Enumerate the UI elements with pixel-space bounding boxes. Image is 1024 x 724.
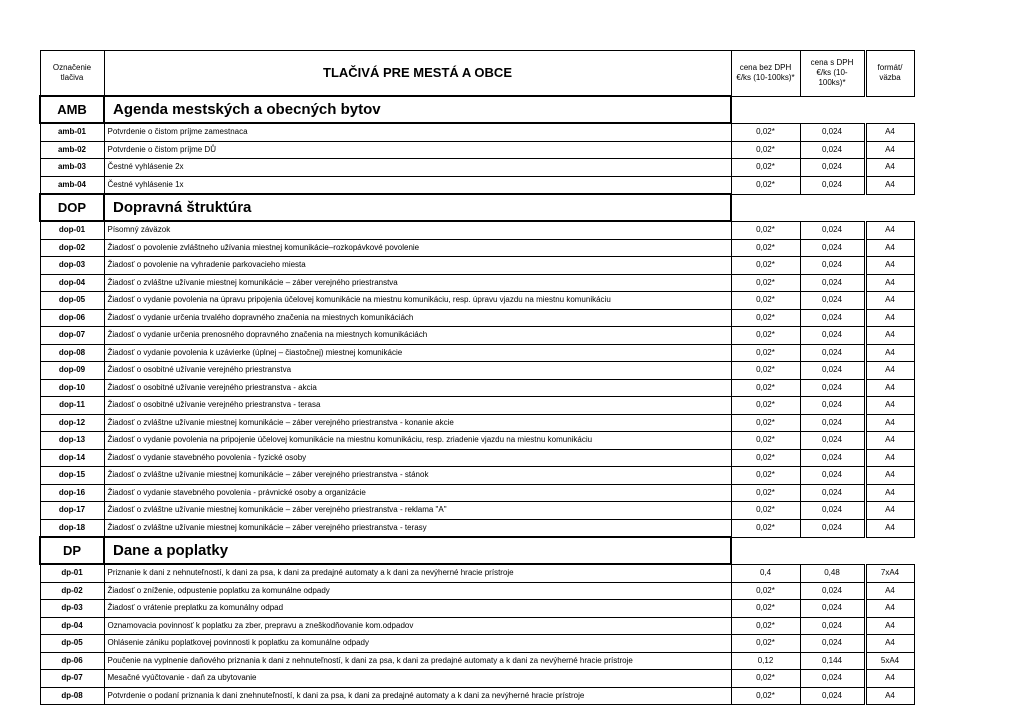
form-code: amb-01	[40, 123, 104, 141]
price-excl-vat: 0,02*	[731, 397, 800, 415]
section-spacer	[731, 96, 914, 123]
price-excl-vat: 0,02*	[731, 257, 800, 275]
format-value: A4	[865, 502, 914, 520]
price-excl-vat: 0,02*	[731, 123, 800, 141]
form-name: Žiadosť o osobitné užívanie verejného priestranstva	[104, 362, 731, 380]
price-excl-vat: 0,02*	[731, 502, 800, 520]
form-code: dop-04	[40, 274, 104, 292]
format-value: A4	[865, 292, 914, 310]
price-incl-vat: 0,144	[800, 652, 865, 670]
format-value: A4	[865, 274, 914, 292]
form-name: Čestné vyhlásenie 1x	[104, 176, 731, 194]
format-value: A4	[865, 176, 914, 194]
form-name: Žiadosť o zvláštne užívanie miestnej komunikácie – záber verejného priestranstva - konanie akcie	[104, 414, 731, 432]
form-name: Žiadosť o osobitné užívanie verejného priestranstva - akcia	[104, 379, 731, 397]
table-row	[40, 687, 914, 705]
form-name: Ohlásenie zániku poplatkovej povinnosti k poplatku za komunálne odpady	[104, 635, 731, 653]
price-incl-vat: 0,024	[800, 617, 865, 635]
table-row	[40, 159, 914, 177]
form-name: Žiadosť o vydanie povolenia k uzávierke (úplnej – čiastočnej) miestnej komunikácie	[104, 344, 731, 362]
form-code: dop-15	[40, 467, 104, 485]
table-row	[40, 221, 914, 239]
section-title: Dane a poplatky	[104, 537, 731, 564]
price-incl-vat: 0,024	[800, 274, 865, 292]
price-incl-vat: 0,024	[800, 123, 865, 141]
form-code: dop-13	[40, 432, 104, 450]
form-code: dop-07	[40, 327, 104, 345]
form-code: dop-12	[40, 414, 104, 432]
price-incl-vat: 0,024	[800, 379, 865, 397]
table-row	[40, 670, 914, 688]
table-row	[40, 239, 914, 257]
format-value: 7xA4	[865, 564, 914, 582]
price-incl-vat: 0,024	[800, 670, 865, 688]
form-name: Žiadosť o vydanie povolenia na pripojenie účelovej komunikácie na miestnu komunikáciu, resp. zriadenie vjazdu na miestnu komunikáciu	[104, 432, 731, 450]
price-excl-vat: 0,12	[731, 652, 800, 670]
section-header-dop	[40, 194, 914, 221]
form-name: Priznanie k dani z nehnuteľností, k dani za psa, k dani za predajné automaty a k dani za nevýherné hracie prístroje	[104, 564, 731, 582]
format-value: A4	[865, 519, 914, 537]
price-excl-vat: 0,02*	[731, 687, 800, 705]
format-value: A4	[865, 239, 914, 257]
format-value: A4	[865, 432, 914, 450]
price-list-table	[39, 50, 915, 705]
table-row	[40, 652, 914, 670]
format-value: A4	[865, 159, 914, 177]
form-code: dop-01	[40, 221, 104, 239]
form-code: dop-11	[40, 397, 104, 415]
price-incl-vat: 0,024	[800, 141, 865, 159]
price-incl-vat: 0,024	[800, 449, 865, 467]
table-row	[40, 344, 914, 362]
table-row	[40, 379, 914, 397]
price-incl-vat: 0,024	[800, 344, 865, 362]
form-name: Žiadosť o zvláštne užívanie miestnej komunikácie – záber verejného priestranstva - terasy	[104, 519, 731, 537]
form-name: Oznamovacia povinnosť k poplatku za zber, prepravu a zneškodňovanie kom.odpadov	[104, 617, 731, 635]
price-incl-vat: 0,48	[800, 564, 865, 582]
form-code: dp-08	[40, 687, 104, 705]
format-value: A4	[865, 449, 914, 467]
format-value: 5xA4	[865, 652, 914, 670]
table-row	[40, 519, 914, 537]
table-row	[40, 414, 914, 432]
price-excl-vat: 0,02*	[731, 617, 800, 635]
table-row	[40, 617, 914, 635]
format-value: A4	[865, 327, 914, 345]
price-excl-vat: 0,02*	[731, 274, 800, 292]
form-code: amb-03	[40, 159, 104, 177]
price-incl-vat: 0,024	[800, 176, 865, 194]
table-row	[40, 502, 914, 520]
form-code: dp-06	[40, 652, 104, 670]
price-incl-vat: 0,024	[800, 327, 865, 345]
price-incl-vat: 0,024	[800, 484, 865, 502]
form-name: Žiadosť o povolenie na vyhradenie parkovacieho miesta	[104, 257, 731, 275]
form-code: dop-03	[40, 257, 104, 275]
format-value: A4	[865, 257, 914, 275]
form-name: Žiadosť o vydanie určenia trvalého dopravného značenia na miestnych komunikáciách	[104, 309, 731, 327]
form-name: Žiadosť o osobitné užívanie verejného priestranstva - terasa	[104, 397, 731, 415]
price-incl-vat: 0,024	[800, 582, 865, 600]
table-row	[40, 449, 914, 467]
form-code: dp-05	[40, 635, 104, 653]
price-incl-vat: 0,024	[800, 239, 865, 257]
price-incl-vat: 0,024	[800, 432, 865, 450]
price-excl-vat: 0,02*	[731, 600, 800, 618]
form-name: Žiadosť o povolenie zvláštneho užívania miestnej komunikácie–rozkopávkové povolenie	[104, 239, 731, 257]
format-value: A4	[865, 670, 914, 688]
section-spacer	[731, 194, 914, 221]
format-value: A4	[865, 635, 914, 653]
price-excl-vat: 0,02*	[731, 327, 800, 345]
price-excl-vat: 0,02*	[731, 635, 800, 653]
table-row	[40, 635, 914, 653]
format-value: A4	[865, 379, 914, 397]
form-code: dop-10	[40, 379, 104, 397]
table-row	[40, 397, 914, 415]
format-value: A4	[865, 397, 914, 415]
price-excl-vat: 0,02*	[731, 221, 800, 239]
price-excl-vat: 0,02*	[731, 239, 800, 257]
price-incl-vat: 0,024	[800, 397, 865, 415]
format-value: A4	[865, 467, 914, 485]
price-incl-vat: 0,024	[800, 687, 865, 705]
form-name: Žiadosť o vydanie povolenia na úpravu pripojenia účelovej komunikácie na miestnu komunikáciu, resp. úpravu vjazdu na miestnu komunikáciu	[104, 292, 731, 310]
format-value: A4	[865, 123, 914, 141]
section-code: DOP	[40, 194, 104, 221]
price-excl-vat: 0,02*	[731, 379, 800, 397]
code-column-header: Označenie tlačiva	[40, 51, 104, 97]
table-row	[40, 257, 914, 275]
price-excl-vat: 0,02*	[731, 519, 800, 537]
table-row	[40, 141, 914, 159]
form-code: dp-04	[40, 617, 104, 635]
price-excl-vat: 0,4	[731, 564, 800, 582]
format-value: A4	[865, 141, 914, 159]
price-excl-vat: 0,02*	[731, 176, 800, 194]
price-excl-vat: 0,02*	[731, 432, 800, 450]
table-row	[40, 292, 914, 310]
format-value: A4	[865, 344, 914, 362]
price-incl-vat: 0,024	[800, 635, 865, 653]
form-code: dop-14	[40, 449, 104, 467]
price-excl-vat: 0,02*	[731, 309, 800, 327]
form-name: Žiadosť o vydanie určenia prenosného dopravného značenia na miestnych komunikáciách	[104, 327, 731, 345]
form-code: dop-16	[40, 484, 104, 502]
price-excl-vat: 0,02*	[731, 159, 800, 177]
format-value: A4	[865, 221, 914, 239]
form-name: Žiadosť o zvláštne užívanie miestnej komunikácie – záber verejného priestranstva - reklama "A"	[104, 502, 731, 520]
form-code: dop-08	[40, 344, 104, 362]
price-excl-vat: 0,02*	[731, 670, 800, 688]
form-code: dp-07	[40, 670, 104, 688]
price-excl-vat: 0,02*	[731, 362, 800, 380]
form-name: Žiadosť o zvláštne užívanie miestnej komunikácie – záber verejného priestranstva - stánok	[104, 467, 731, 485]
price-incl-vat: 0,024	[800, 362, 865, 380]
section-title: Dopravná štruktúra	[104, 194, 731, 221]
format-value: A4	[865, 687, 914, 705]
form-name: Žiadosť o zvláštne užívanie miestnej komunikácie – záber verejného priestranstva	[104, 274, 731, 292]
form-code: dp-03	[40, 600, 104, 618]
form-code: dp-02	[40, 582, 104, 600]
section-code: AMB	[40, 96, 104, 123]
format-value: A4	[865, 582, 914, 600]
table-row	[40, 484, 914, 502]
price-incl-vat: 0,024	[800, 309, 865, 327]
form-code: dop-18	[40, 519, 104, 537]
format-value: A4	[865, 414, 914, 432]
form-code: dp-01	[40, 564, 104, 582]
price-incl-vat: 0,024	[800, 292, 865, 310]
form-code: amb-02	[40, 141, 104, 159]
form-name: Čestné vyhlásenie 2x	[104, 159, 731, 177]
section-header-dp	[40, 537, 914, 564]
form-code: dop-09	[40, 362, 104, 380]
table-row	[40, 123, 914, 141]
format-header: formát/ väzba	[865, 51, 914, 97]
price-incl-vat: 0,024	[800, 467, 865, 485]
form-name: Žiadosť o vrátenie preplatku za komunálny odpad	[104, 600, 731, 618]
price-incl-vat: 0,024	[800, 221, 865, 239]
section-spacer	[731, 537, 914, 564]
table-row	[40, 467, 914, 485]
price-incl-vat: 0,024	[800, 159, 865, 177]
price-excl-vat: 0,02*	[731, 582, 800, 600]
header-row	[40, 51, 914, 97]
price-excl-vat: 0,02*	[731, 292, 800, 310]
price-incl-vat: 0,024	[800, 519, 865, 537]
form-name: Potvrdenie o čistom príjme DŮ	[104, 141, 731, 159]
format-value: A4	[865, 484, 914, 502]
price-excl-vat: 0,02*	[731, 414, 800, 432]
form-name: Potvrdenie o podaní priznania k dani znehnuteľností, k dani za psa, k dani za predajné automaty a k dani za nevýherné hracie prístroje	[104, 687, 731, 705]
form-name: Potvrdenie o čistom príjme zamestnaca	[104, 123, 731, 141]
table-row	[40, 309, 914, 327]
form-name: Žiadosť o vydanie stavebného povolenia - fyzické osoby	[104, 449, 731, 467]
table-row	[40, 362, 914, 380]
document-title: TLAČIVÁ PRE MESTÁ A OBCE	[104, 51, 731, 97]
section-code: DP	[40, 537, 104, 564]
price-incl-vat-header: cena s DPH €/ks (10-100ks)*	[800, 51, 865, 97]
format-value: A4	[865, 600, 914, 618]
price-excl-vat-header: cena bez DPH €/ks (10-100ks)*	[731, 51, 800, 97]
form-code: dop-02	[40, 239, 104, 257]
price-incl-vat: 0,024	[800, 257, 865, 275]
price-excl-vat: 0,02*	[731, 449, 800, 467]
section-title: Agenda mestských a obecných bytov	[104, 96, 731, 123]
form-name: Mesačné vyúčtovanie - daň za ubytovanie	[104, 670, 731, 688]
form-name: Žiadosť o zníženie, odpustenie poplatku za komunálne odpady	[104, 582, 731, 600]
price-incl-vat: 0,024	[800, 414, 865, 432]
format-value: A4	[865, 617, 914, 635]
price-excl-vat: 0,02*	[731, 141, 800, 159]
form-code: amb-04	[40, 176, 104, 194]
price-incl-vat: 0,024	[800, 600, 865, 618]
price-excl-vat: 0,02*	[731, 344, 800, 362]
format-value: A4	[865, 362, 914, 380]
table-row	[40, 600, 914, 618]
price-list-body	[40, 51, 914, 705]
table-row	[40, 564, 914, 582]
form-code: dop-17	[40, 502, 104, 520]
form-code: dop-05	[40, 292, 104, 310]
table-row	[40, 432, 914, 450]
price-excl-vat: 0,02*	[731, 467, 800, 485]
price-incl-vat: 0,024	[800, 502, 865, 520]
form-code: dop-06	[40, 309, 104, 327]
section-header-amb	[40, 96, 914, 123]
table-row	[40, 327, 914, 345]
form-name: Písomný záväzok	[104, 221, 731, 239]
format-value: A4	[865, 309, 914, 327]
form-name: Poučenie na vyplnenie daňového priznania k dani z nehnuteľností, k dani za psa, k dani za predajné automaty a k dani za nevýherné hracie prístroje	[104, 652, 731, 670]
table-row	[40, 582, 914, 600]
table-row	[40, 176, 914, 194]
price-excl-vat: 0,02*	[731, 484, 800, 502]
form-name: Žiadosť o vydanie stavebného povolenia - právnické osoby a organizácie	[104, 484, 731, 502]
table-row	[40, 274, 914, 292]
